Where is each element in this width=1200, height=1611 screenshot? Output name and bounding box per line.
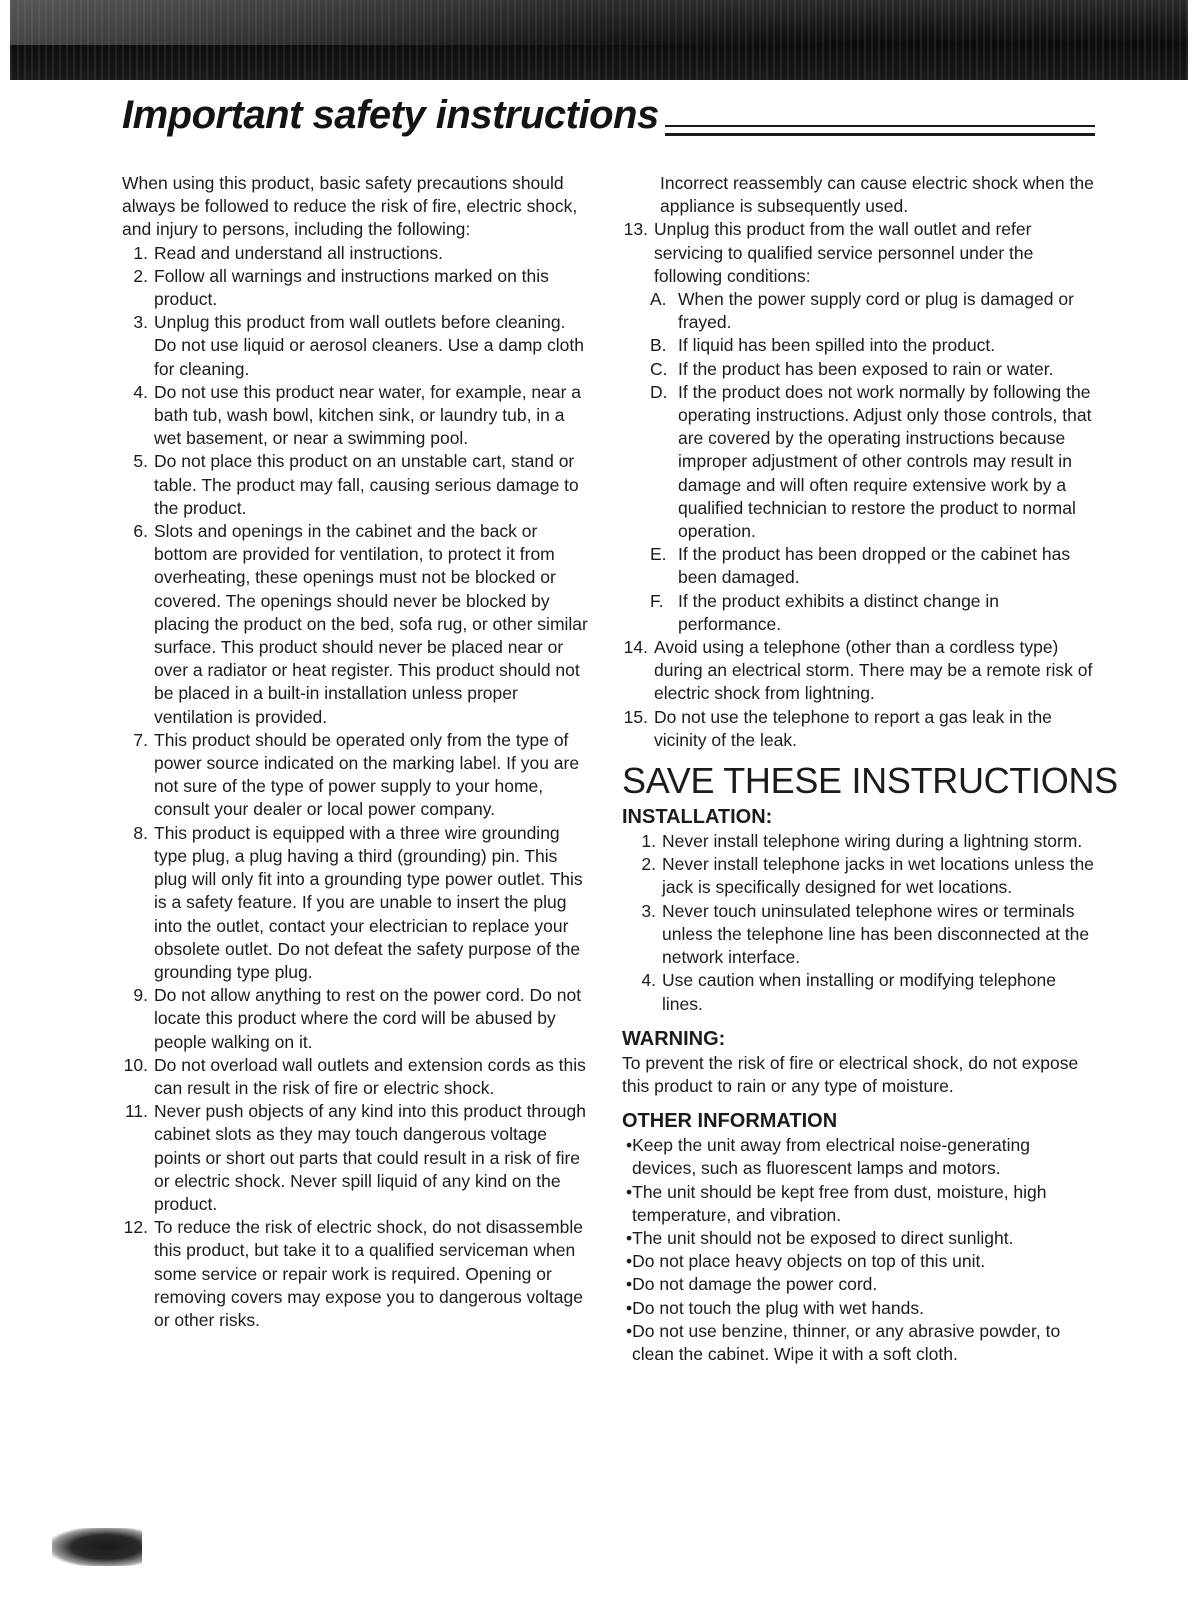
- safety-item: [622, 706, 1097, 752]
- info-bullet: •Keep the unit away from electrical noise-generating devices, such as fluorescent lamps and motors.: [626, 1135, 1030, 1179]
- condition-text: If liquid has been spilled into the product.: [678, 335, 996, 356]
- condition-item: [650, 543, 1097, 589]
- item-text: Never push objects of any kind into this product through cabinet slots as they may touch dangerous voltage points or short out parts that could result in a risk of fire or electric shock. Never spill liquid of any kind on the product.: [154, 1101, 586, 1214]
- safety-item: [122, 311, 592, 381]
- item-number: 6.: [133, 521, 148, 542]
- installation-item: [630, 853, 1097, 899]
- header-band: [10, 0, 1188, 80]
- item-number: 5.: [133, 451, 148, 472]
- installation-heading: INSTALLATION:: [622, 806, 773, 829]
- info-bullet: •Do not place heavy objects on top of this unit.: [626, 1251, 986, 1272]
- warning-text: To prevent the risk of fire or electrical shock, do not expose this product to rain or any type of moisture.: [622, 1052, 1079, 1096]
- item-text: Unplug this product from wall outlets before cleaning. Do not use liquid or aerosol cleaners. Use a damp cloth for cleaning.: [154, 312, 584, 379]
- item-text: Never install telephone wiring during a lightning storm.: [662, 831, 1083, 852]
- item-text: Unplug this product from the wall outlet and refer servicing to qualified service personnel under the following conditions:: [654, 219, 1034, 286]
- item-number: 3.: [133, 312, 148, 333]
- info-bullet: •The unit should not be exposed to direct sunlight.: [626, 1227, 1014, 1248]
- safety-item: [122, 984, 592, 1054]
- condition-item: [650, 358, 1097, 381]
- condition-item: [650, 381, 1097, 543]
- info-bullet: •Do not damage the power cord.: [626, 1274, 878, 1295]
- safety-item: [122, 1100, 592, 1216]
- item-number: 7.: [133, 729, 148, 750]
- safety-list: [122, 242, 592, 1333]
- condition-text: If the product exhibits a distinct change in performance.: [678, 590, 1000, 634]
- item-text: This product should be operated only from the type of power source indicated on the marking label. If you are not sure of the type of power supply to your home, consult your dealer or local power company.: [154, 729, 580, 820]
- condition-item: [650, 334, 1097, 357]
- item-number: 1.: [641, 831, 656, 852]
- other-information-heading: OTHER INFORMATION: [622, 1110, 838, 1133]
- item-number: 10.: [123, 1054, 148, 1075]
- installation-list: [622, 830, 1097, 1016]
- installation-item: [630, 900, 1097, 970]
- item-number: 2.: [133, 265, 148, 286]
- item-number: 4.: [133, 381, 148, 402]
- condition-letter: C.: [650, 358, 668, 379]
- safety-item-13: [622, 218, 1097, 288]
- item-text: Do not overload wall outlets and extension cords as this can result in the risk of fire or electric shock.: [154, 1054, 586, 1098]
- warning-heading: WARNING:: [622, 1027, 726, 1050]
- item-text: Never touch uninsulated telephone wires or terminals unless the telephone line has been disconnected at the network interface.: [662, 900, 1090, 968]
- page-title: Important safety instructions: [122, 93, 659, 137]
- condition-letter: F.: [650, 590, 664, 611]
- condition-text: When the power supply cord or plug is damaged or frayed.: [678, 289, 1074, 333]
- item-12-continued: Incorrect reassembly can cause electric shock when the appliance is subsequently used.: [660, 173, 1094, 217]
- item-text: Do not use the telephone to report a gas leak in the vicinity of the leak.: [654, 706, 1052, 750]
- other-information-list: [622, 1134, 1097, 1366]
- item-number: 9.: [133, 985, 148, 1006]
- item-number: 15.: [623, 706, 648, 727]
- intro-paragraph: When using this product, basic safety precautions should always be followed to reduce the risk of fire, electric shock, and injury to persons, including the following:: [122, 173, 578, 240]
- item-number: 13.: [623, 219, 648, 240]
- condition-text: If the product has been exposed to rain or water.: [678, 358, 1054, 379]
- condition-item: [650, 590, 1097, 636]
- right-column: [622, 172, 1118, 1366]
- info-bullet: •Do not touch the plug with wet hands.: [626, 1297, 924, 1318]
- item-text: Never install telephone jacks in wet locations unless the jack is specifically designed for wet locations.: [662, 854, 1094, 898]
- item-text: Do not allow anything to rest on the power cord. Do not locate this product where the cord will be abused by people walking on it.: [154, 985, 582, 1052]
- item-number: 3.: [641, 900, 656, 921]
- item-text: This product is equipped with a three wire grounding type plug, a plug having a third (grounding) pin. This plug will only fit into a grounding type power outlet. This is a safety feature. If you are unable to insert the plug into the outlet, contact your electrician to replace your obsolete outlet. Do not defeat the safety purpose of the grounding type plug.: [154, 822, 583, 982]
- condition-item: [650, 288, 1097, 334]
- info-bullet: •Do not use benzine, thinner, or any abrasive powder, to clean the cabinet. Wipe it with a soft cloth.: [626, 1320, 1061, 1364]
- item-text: Use caution when installing or modifying telephone lines.: [662, 970, 1056, 1014]
- safety-item: [122, 450, 592, 520]
- item-text: Do not use this product near water, for example, near a bath tub, wash bowl, kitchen sink, or laundry tub, in a wet basement, or near a swimming pool.: [154, 381, 582, 449]
- safety-item: [122, 822, 592, 984]
- condition-letter: E.: [650, 544, 667, 565]
- condition-letter: B.: [650, 335, 667, 356]
- item-number: 11.: [124, 1101, 148, 1122]
- item-text: Follow all warnings and instructions marked on this product.: [154, 265, 549, 310]
- safety-item: [122, 520, 592, 729]
- item-number: 8.: [133, 822, 148, 843]
- page-corner-tab: [52, 1528, 142, 1566]
- item-number: 1.: [133, 242, 148, 263]
- header-band-texture: [10, 0, 835, 45]
- safety-item: [122, 242, 592, 265]
- condition-text: If the product does not work normally by following the operating instructions. Adjust only those controls, that are covered by the operating instructions because improper adjustment of other controls may result in damage and will often require extensive work by a qualified technician to restore the product to normal operation.: [678, 381, 1092, 542]
- condition-letter: D.: [650, 381, 668, 402]
- safety-item: [622, 636, 1097, 706]
- item-text: Read and understand all instructions.: [154, 242, 443, 263]
- item-number: 12.: [123, 1217, 148, 1238]
- left-column: [122, 172, 592, 1332]
- service-conditions-list: [622, 288, 1097, 636]
- safety-list-continued: [622, 636, 1097, 752]
- item-text: Do not place this product on an unstable cart, stand or table. The product may fall, causing serious damage to the product.: [154, 451, 579, 518]
- info-bullet: •The unit should be kept free from dust, moisture, high temperature, and vibration.: [626, 1181, 1047, 1225]
- condition-text: If the product has been dropped or the cabinet has been damaged.: [678, 544, 1071, 588]
- safety-item: [122, 381, 592, 451]
- title-rule: [665, 125, 1095, 136]
- item-number: 4.: [641, 970, 656, 991]
- safety-item: [122, 1216, 592, 1332]
- safety-item: [122, 729, 592, 822]
- safety-item: [122, 265, 592, 311]
- item-text: Slots and openings in the cabinet and the back or bottom are provided for ventilation, to protect it from overheating, these openings must not be blocked or covered. The openings should never be blocked by placing the product on the bed, sofa rug, or other similar surface. This product should never be placed near or over a radiator or heat register. This product should not be placed in a built-in installation unless proper ventilation is provided.: [154, 521, 588, 727]
- save-instructions-heading: SAVE THESE INSTRUCTIONS: [622, 760, 1118, 802]
- safety-item: [122, 1054, 592, 1100]
- installation-item: [630, 969, 1097, 1015]
- installation-item: [630, 830, 1097, 853]
- item-text: To reduce the risk of electric shock, do not disassemble this product, but take it to a qualified serviceman when some service or repair work is required. Opening or removing covers may expose you to dangerous voltage or other risks.: [154, 1217, 583, 1330]
- condition-letter: A.: [650, 289, 667, 310]
- item-text: Avoid using a telephone (other than a cordless type) during an electrical storm. There may be a remote risk of electric shock from lightning.: [654, 637, 1093, 704]
- item-number: 14.: [623, 637, 648, 658]
- item-number: 2.: [641, 854, 656, 875]
